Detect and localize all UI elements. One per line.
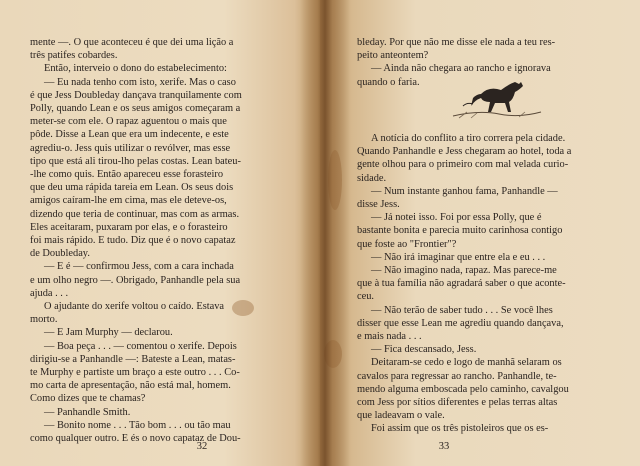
text-line: ceu. bbox=[357, 291, 375, 303]
text-line: — Bonito nome . . . Tão bom . . . ou tão mau bbox=[44, 419, 231, 431]
text-line: mo carta de apresentação, não está mal, homem. bbox=[30, 380, 231, 392]
text-line: — E Jam Murphy — declarou. bbox=[44, 327, 173, 339]
text-line: O ajudante do xerife voltou o caído. Estava bbox=[44, 301, 225, 313]
text-line: quando o faria. bbox=[357, 76, 420, 88]
text-line: que à tua família não agradará saber o que aconte- bbox=[357, 278, 566, 290]
text-line: que deu uma rápida tareia em Lean. Os seus dois bbox=[30, 182, 234, 194]
text-line: e mais nada . . . bbox=[357, 331, 422, 343]
text-line: e um olho negro —. Obrigado, Panhandle pela sua bbox=[30, 274, 241, 286]
text-line: — Ainda não chegara ao rancho e ignorava bbox=[371, 63, 551, 75]
text-line: — Num instante ganhou fama, Panhandle — bbox=[371, 185, 558, 197]
text-line: — Não imagino nada, rapaz. Mas parece-me bbox=[371, 265, 557, 277]
text-line: — Boa peça . . . — comentou o xerife. Depois bbox=[44, 340, 237, 352]
text-line: disse Jess. bbox=[357, 199, 400, 211]
right-page bbox=[320, 0, 640, 466]
text-line: Foi assim que os três pistoleiros que os es- bbox=[371, 423, 549, 435]
text-line: mendo alguma emboscada pelo caminho, cavalgou bbox=[357, 383, 569, 395]
text-line: bleday. Por que não me disse ele nada a teu res- bbox=[357, 37, 556, 48]
text-line: morto. bbox=[30, 314, 58, 326]
left-page-text bbox=[30, 36, 298, 445]
text-line: meter-se com ele. O rapaz aguentou o mais que bbox=[30, 116, 227, 128]
text-line: como qualquer outro. E és o novo capataz de Dou- bbox=[30, 433, 241, 445]
text-line: dizendo que teria de continuar, mas com as armas. bbox=[30, 208, 240, 220]
text-line: foi mais rápido. E tudo. Diz que é o novo capataz bbox=[30, 235, 236, 247]
text-line: que foste ao "Frontier"? bbox=[357, 238, 457, 250]
book-gutter bbox=[300, 0, 350, 466]
horse-illustration-icon bbox=[449, 76, 545, 120]
page-number: 33 bbox=[438, 441, 450, 452]
text-line: — E é — confirmou Jess, com a cara inchada bbox=[44, 261, 234, 273]
text-line: disser que esse Lean me agrediu quando dançava, bbox=[357, 317, 564, 329]
text-line: gente olhou para o primeiro com mal velada curio- bbox=[357, 159, 569, 171]
text-line: Polly, quando Lean e os seus amigos começaram a bbox=[30, 103, 241, 115]
text-line: — Não irá imaginar que entre ela e eu . . . bbox=[371, 251, 546, 263]
text-line: — Panhandle Smith. bbox=[44, 406, 131, 418]
text-line: Eles aceitaram, puxaram por elas, e o forasteiro bbox=[30, 221, 228, 233]
text-line: Quando Panhandle e Jess chegaram ao hotel, toda a bbox=[357, 146, 572, 158]
text-line: dirigiu-se a Panhandle —: Bateste a Lean, matas- bbox=[30, 353, 236, 365]
text-line: agrediu-o. Jess quis utilizar o revólver, mas esse bbox=[30, 142, 231, 154]
text-line: Deitaram-se cedo e logo de manhã selaram os bbox=[371, 357, 562, 369]
text-line: é que Jess Doubleday dançava tranquilamente com bbox=[30, 89, 242, 101]
text-line: com Jess por sítios diferentes e pelas terras altas bbox=[357, 397, 558, 409]
text-line: pôde. Disse a Lean que era um indecente, e este bbox=[30, 129, 229, 141]
text-line: de Doubleday. bbox=[30, 248, 90, 260]
text-line: bastante bonita e parecia muito carinhosa contigo bbox=[357, 225, 563, 237]
text-line: — Fica descansado, Jess. bbox=[371, 344, 477, 356]
text-line: -lhe como quis. Então apareceu esse forasteiro bbox=[30, 169, 224, 181]
text-line: — Eu nada tenho com isto, xerife. Mas o caso bbox=[44, 76, 236, 88]
text-line: te Murphy e partiste um braço a este outro . . . Co- bbox=[30, 367, 240, 379]
text-line: três patifes cobardes. bbox=[30, 50, 118, 62]
text-line: sidade. bbox=[357, 172, 387, 184]
text-line: — Não terão de saber tudo . . . Se você lhes bbox=[371, 304, 553, 316]
text-line: que ladeavam o vale. bbox=[357, 410, 445, 422]
text-line: tipo que está ali tirou-lho pelas costas. Lean bateu- bbox=[30, 155, 241, 167]
text-line: amigos caíram-lhe em cima, mas ele deteve-os, bbox=[30, 195, 227, 207]
text-line: A notícia do conflito a tiro correra pela cidade. bbox=[371, 133, 566, 144]
text-line: Então, interveio o dono do estabelecimento: bbox=[44, 63, 227, 75]
page-number: 32 bbox=[196, 441, 208, 452]
text-line: Como dizes que te chamas? bbox=[30, 393, 146, 405]
text-line: ajuda . . . bbox=[30, 287, 69, 299]
right-page-text-bottom bbox=[357, 132, 612, 436]
text-line: — Já notei isso. Foi por essa Polly, que é bbox=[371, 212, 542, 224]
text-line: peito anteontem? bbox=[357, 50, 429, 62]
text-line: mente —. O que aconteceu é que dei uma lição a bbox=[30, 37, 234, 48]
text-line: cavalos para regressar ao rancho. Panhandle, te- bbox=[357, 370, 557, 382]
